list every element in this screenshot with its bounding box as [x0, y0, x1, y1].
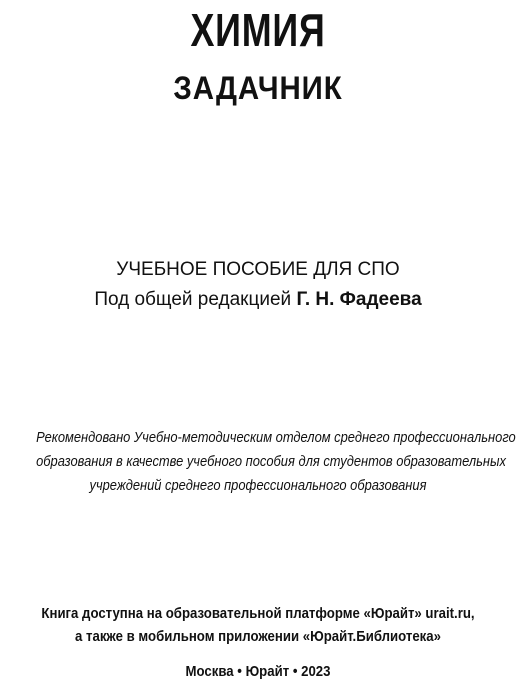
recommendation-note	[0, 426, 516, 498]
book-title: ХИМИЯ	[190, 4, 326, 56]
platform-line: а также в мобильном приложении «Юрайт.Библиотека»	[75, 628, 441, 645]
editor-prefix: Под общей редакцией	[94, 289, 297, 310]
recommendation-line: Рекомендовано Учебно-методическим отделом среднего профессионального	[36, 429, 516, 446]
platform-availability-note	[0, 602, 516, 648]
recommendation-line: образования в качестве учебного пособия для студентов образовательных	[36, 453, 506, 470]
editor-line	[0, 288, 516, 312]
education-type: УЧЕБНОЕ ПОСОБИЕ ДЛЯ СПО	[116, 259, 400, 280]
platform-line: Книга доступна на образовательной платформе «Юрайт» urait.ru,	[41, 605, 475, 622]
publisher-imprint: Москва • Юрайт • 2023	[185, 663, 331, 680]
editor-name: Г. Н. Фадеева	[296, 289, 422, 310]
recommendation-line: учреждений среднего профессионального образования	[89, 477, 427, 494]
book-subtitle: ЗАДАЧНИК	[173, 70, 343, 106]
